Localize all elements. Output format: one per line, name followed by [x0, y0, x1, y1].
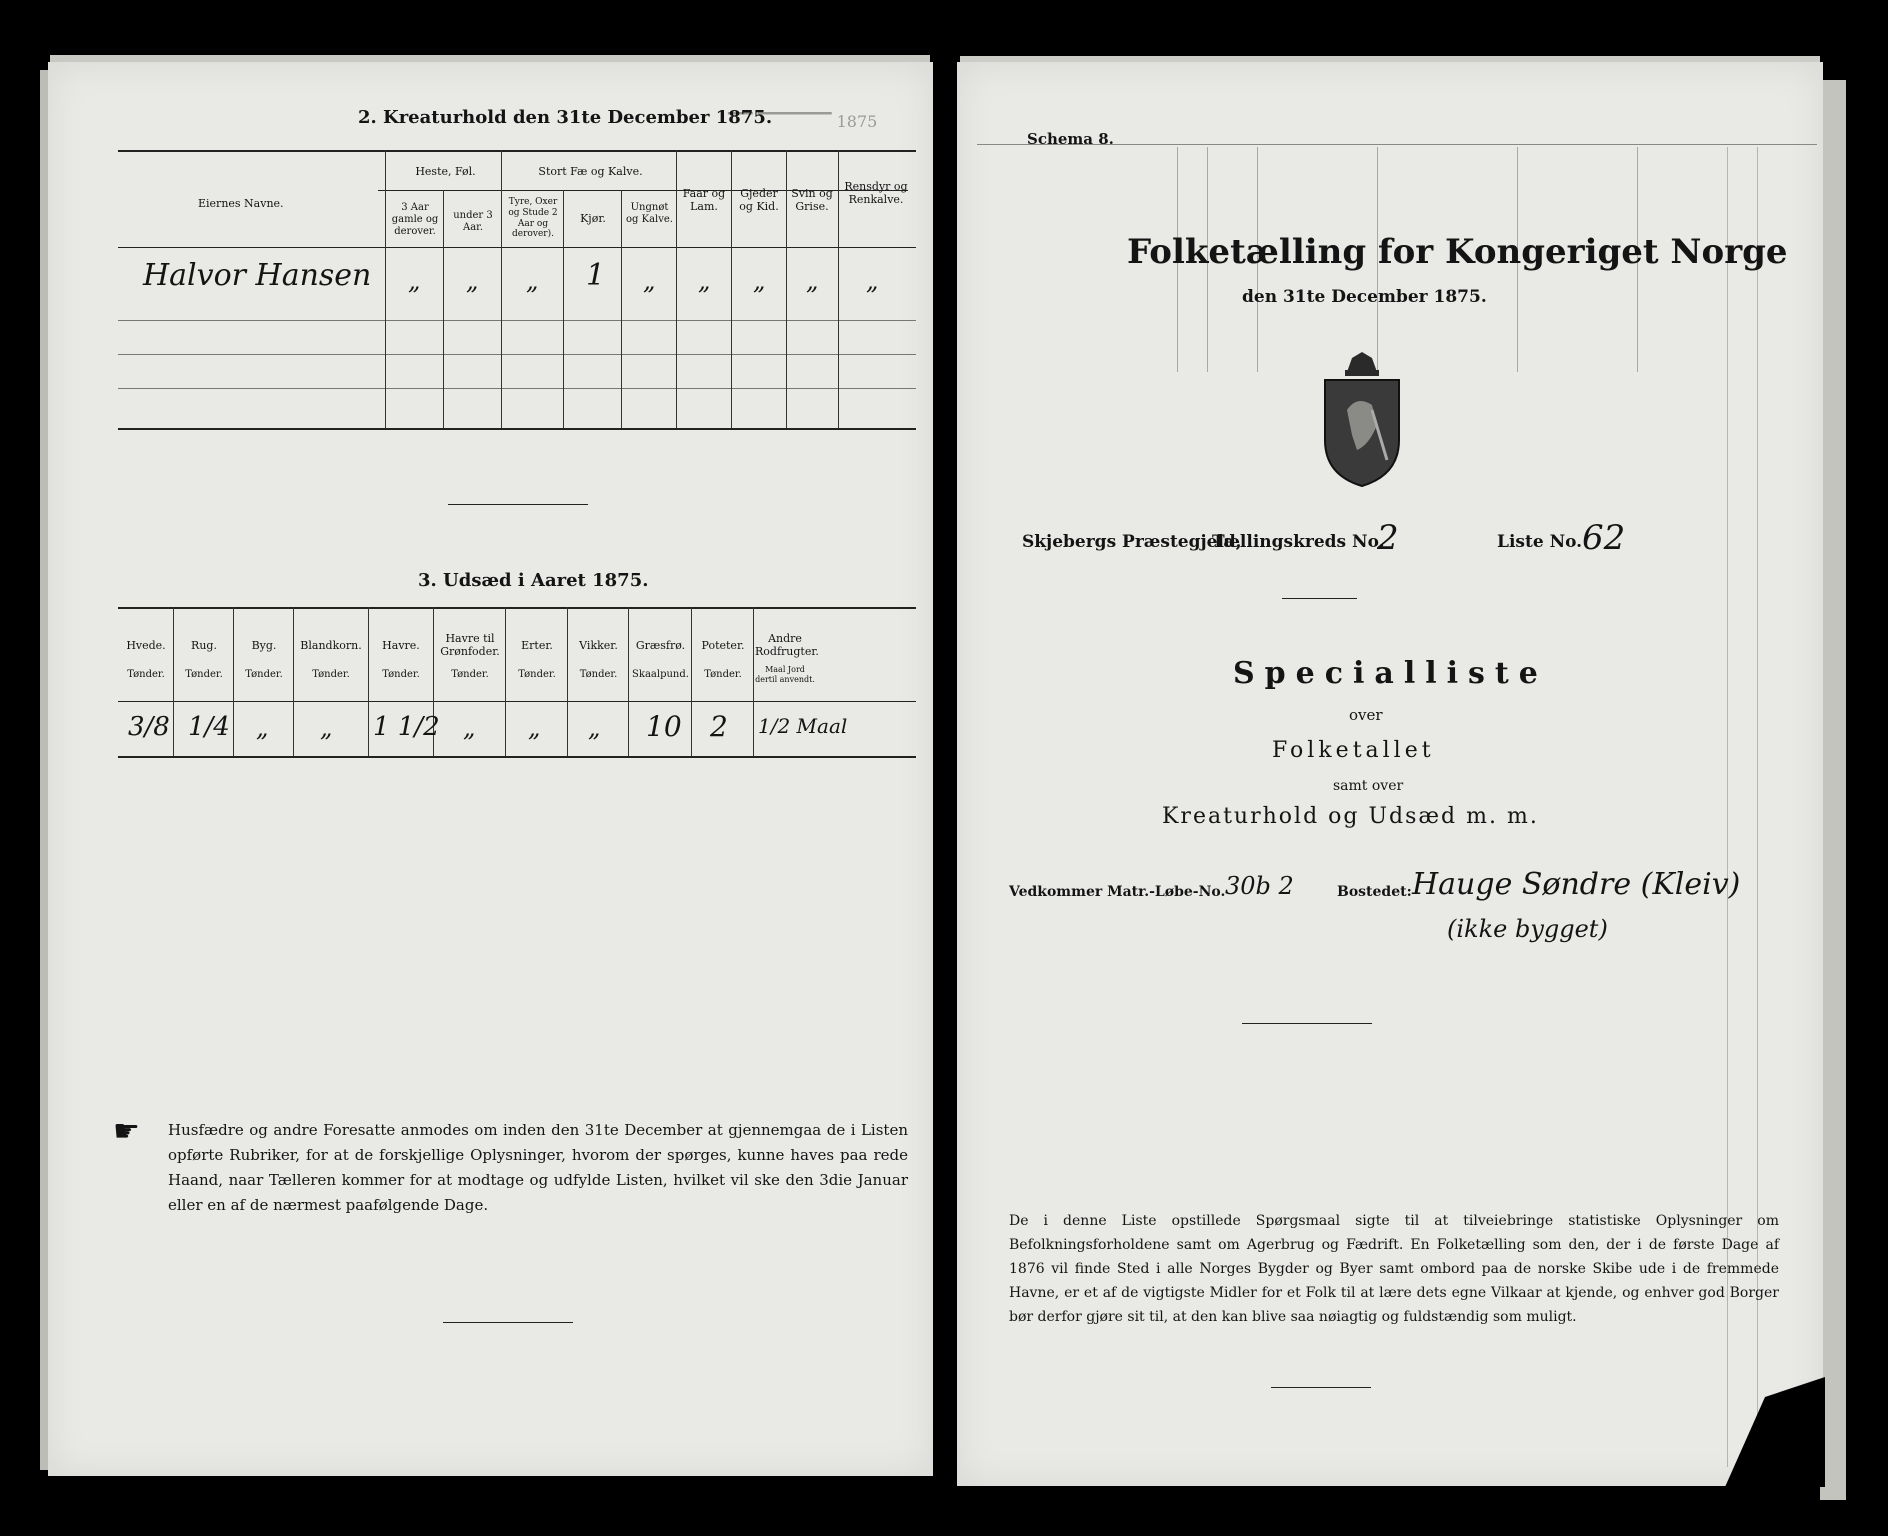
- district-number: 2: [1377, 518, 1399, 558]
- list-label: Liste No.: [1497, 532, 1583, 552]
- header-horses-group: Heste, Føl.: [415, 165, 476, 178]
- document-subtitle: den 31te December 1875.: [1242, 287, 1487, 307]
- value-cattle-cows: 1: [586, 258, 606, 293]
- header-owner-names: Eiernes Navne.: [198, 197, 284, 210]
- seed-header-vetch: Vikker.: [579, 639, 618, 652]
- header-cattle-cows: Kjør.: [580, 212, 606, 225]
- specialliste-heading: Specialliste: [1233, 656, 1548, 691]
- seed-unit-vetch: Tønder.: [579, 669, 618, 680]
- value-pigs: „: [806, 267, 819, 295]
- header-cattle-group: Stort Fæ og Kalve.: [538, 165, 643, 178]
- bottom-divider-right: [1271, 1387, 1371, 1388]
- seed-value-rye: 1/4: [188, 712, 230, 742]
- seed-unit-peas: Tønder.: [518, 669, 556, 680]
- value-goats: „: [753, 267, 766, 295]
- left-page: [48, 62, 933, 1476]
- intro-paragraph: De i denne Liste opstillede Spørgsmaal sigte til at tilveiebringe statistiske Oplysninger om Befolkningsforholdene samt om Agerbrug og Fædrift. En Folketælling som den, der i de første Dage af 1876 vil finde Sted i alle Norges Bygder og Byer samt ombord paa de norske Skibe ude i de fremmede Havne, er et af de vigtigste Midler for et Folk til at lære dets egne Vilkaar at kjende, og enhver god Borger bør derfor gjøre sit til, at den kan blive saa nøiagtig og fuldstændig som muligt.: [1009, 1213, 1779, 1325]
- value-sheep: „: [698, 267, 711, 295]
- bosted-value-2: (ikke bygget): [1447, 915, 1608, 943]
- value-horses-under3: „: [466, 267, 479, 295]
- seed-header-roots: Andre Rodfrugter.: [755, 632, 819, 659]
- value-cattle-bulls: „: [526, 267, 539, 295]
- seed-header-oats-green: Havre til Grønfoder.: [440, 632, 500, 659]
- torn-corner: [1725, 1377, 1825, 1487]
- seed-unit-roots: Maal Jord dertil anvendt.: [755, 665, 815, 684]
- seed-header-oats: Havre.: [382, 639, 420, 652]
- header-goats: Gjeder og Kid.: [739, 187, 779, 214]
- seed-unit-oats: Tønder.: [382, 669, 420, 680]
- seed-unit-wheat: Tønder.: [127, 669, 165, 680]
- bosted-value: Hauge Søndre (Kleiv): [1412, 867, 1741, 902]
- section3-title: 3. Udsæd i Aaret 1875.: [418, 570, 649, 591]
- seed-unit-oats-green: Tønder.: [451, 669, 489, 680]
- district-label: Tællingskreds No.: [1212, 532, 1385, 552]
- document-title: Folketælling for Kongeriget Norge: [1127, 232, 1788, 272]
- seed-unit-barley: Tønder.: [245, 669, 283, 680]
- notice-text: Husfædre og andre Foresatte anmodes om inden den 31te December at gjennemgaa de i Listen opførte Rubriker, for at de forskjellige Oplysninger, hvorom der spørges, kunne haves paa rede Haand, naar Tælleren kommer for at modtage og udfylde Listen, hvilket vil ske den 3die Januar eller en af de nærmest paafølgende Dage.: [168, 1121, 908, 1214]
- seed-value-roots: 1/2 Maal: [758, 714, 848, 738]
- header-sheep: Faar og Lam.: [682, 187, 726, 214]
- right-page-stack-edge: [1820, 80, 1846, 1500]
- seed-value-oats-green: „: [463, 714, 476, 742]
- title-divider: [1282, 598, 1357, 599]
- value-cattle-young: „: [643, 267, 656, 295]
- value-reindeer: „: [866, 267, 879, 295]
- seed-unit-grass: Skaalpund.: [632, 669, 689, 680]
- bosted-label: Bostedet:: [1337, 884, 1412, 900]
- seed-header-wheat: Hvede.: [126, 639, 166, 652]
- seed-header-rye: Rug.: [191, 639, 217, 652]
- seed-header-mixed: Blandkorn.: [300, 639, 362, 652]
- coat-of-arms-icon: [1317, 350, 1407, 490]
- seed-header-potatoes: Poteter.: [701, 639, 745, 652]
- value-horses-3yr: „: [408, 267, 421, 295]
- header-pigs: Svin og Grise.: [791, 187, 833, 214]
- kreaturhold-heading: Kreaturhold og Udsæd m. m.: [1162, 804, 1539, 829]
- header-reindeer: Rensdyr og Renkalve.: [844, 180, 908, 207]
- section2-title: 2. Kreaturhold den 31te December 1875.: [358, 107, 773, 128]
- bleedthrough-text: ▔▔ ▔▔▔▔▔▔ 1875: [728, 112, 878, 131]
- owner-name: Halvor Hansen: [143, 258, 372, 293]
- seed-header-barley: Byg.: [251, 639, 277, 652]
- divider: [448, 504, 588, 505]
- right-page: [957, 62, 1823, 1486]
- folketallet-heading: Folketallet: [1272, 738, 1435, 763]
- seed-header-peas: Erter.: [521, 639, 553, 652]
- seed-value-vetch: „: [588, 714, 601, 742]
- mid-divider: [1242, 1023, 1372, 1024]
- seed-value-potatoes: 2: [710, 710, 728, 743]
- header-horses-under3: under 3 Aar.: [453, 210, 493, 233]
- seed-value-mixed: „: [320, 714, 333, 742]
- parish-label: Skjebergs Præstegjeld,: [1022, 532, 1242, 552]
- matr-label: Vedkommer Matr.-Løbe-No.: [1009, 884, 1226, 900]
- header-horses-3yr: 3 Aar gamle og derover.: [391, 202, 439, 237]
- samt-over-text: samt over: [1333, 778, 1404, 794]
- seed-value-barley: „: [256, 714, 269, 742]
- seed-header-grass: Græsfrø.: [635, 639, 686, 652]
- seed-value-peas: „: [528, 714, 541, 742]
- seed-unit-rye: Tønder.: [185, 669, 223, 680]
- schema-label: Schema 8.: [1027, 130, 1114, 148]
- seed-value-oats: 1 1/2: [373, 712, 440, 742]
- bottom-divider: [443, 1322, 573, 1323]
- seed-unit-potatoes: Tønder.: [704, 669, 742, 680]
- pointing-hand-icon: ☛: [113, 1114, 140, 1149]
- seed-value-grass: 10: [646, 710, 682, 743]
- seed-unit-mixed: Tønder.: [312, 669, 350, 680]
- list-number: 62: [1582, 518, 1626, 558]
- header-cattle-bulls: Tyre, Oxer og Stude 2 Aar og derover).: [508, 197, 558, 240]
- header-cattle-young: Ungnøt og Kalve.: [626, 202, 673, 225]
- over-text-1: over: [1349, 706, 1383, 724]
- matr-number: 30b 2: [1225, 872, 1294, 900]
- seed-value-wheat: 3/8: [128, 712, 170, 742]
